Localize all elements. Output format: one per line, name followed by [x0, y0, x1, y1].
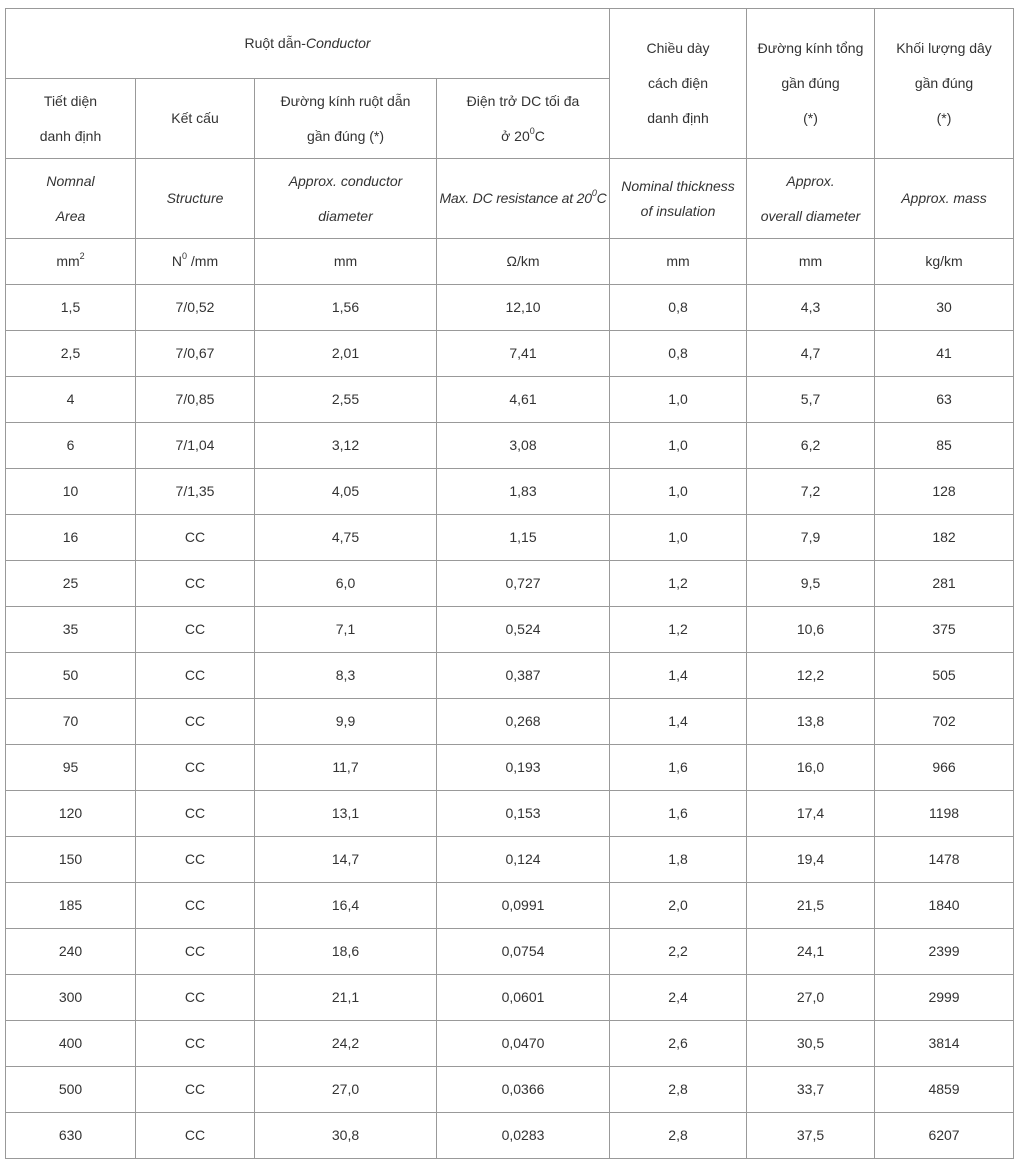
cell-conductor-diameter: 18,6 [255, 929, 437, 975]
header-row-group [6, 9, 1014, 79]
cell-overall-diameter: 9,5 [747, 561, 875, 607]
cell-mass: 30 [875, 285, 1014, 331]
cell-insulation-thickness: 1,8 [610, 837, 747, 883]
conductor-group-header: Ruột dẫn-Conductor [6, 9, 610, 79]
cell-conductor-diameter: 30,8 [255, 1113, 437, 1159]
table-row [6, 1021, 1014, 1067]
unit-resistance: Ω/km [437, 239, 610, 285]
area-header: Tiết diện danh định [6, 79, 136, 159]
cell-structure: 7/0,67 [136, 331, 255, 377]
cell-mass: 63 [875, 377, 1014, 423]
cell-conductor-diameter: 2,01 [255, 331, 437, 377]
cell-mass: 6207 [875, 1113, 1014, 1159]
cell-mass: 966 [875, 745, 1014, 791]
cell-insulation-thickness: 1,2 [610, 561, 747, 607]
cell-mass: 85 [875, 423, 1014, 469]
cell-conductor-diameter: 11,7 [255, 745, 437, 791]
cell-conductor-diameter: 4,75 [255, 515, 437, 561]
cell-insulation-thickness: 1,2 [610, 607, 747, 653]
table-row [6, 699, 1014, 745]
units-row [6, 239, 1014, 285]
unit-diameter: mm [255, 239, 437, 285]
cell-area: 500 [6, 1067, 136, 1113]
cell-conductor-diameter: 8,3 [255, 653, 437, 699]
cell-mass: 182 [875, 515, 1014, 561]
table-row [6, 515, 1014, 561]
cell-area: 185 [6, 883, 136, 929]
cell-resistance: 3,08 [437, 423, 610, 469]
cell-insulation-thickness: 2,2 [610, 929, 747, 975]
cell-resistance: 0,0754 [437, 929, 610, 975]
cell-area: 10 [6, 469, 136, 515]
cell-insulation-thickness: 2,4 [610, 975, 747, 1021]
cell-structure: CC [136, 883, 255, 929]
cell-insulation-thickness: 2,0 [610, 883, 747, 929]
cell-structure: 7/0,52 [136, 285, 255, 331]
cell-structure: CC [136, 653, 255, 699]
cell-conductor-diameter: 4,05 [255, 469, 437, 515]
cell-area: 240 [6, 929, 136, 975]
table-row [6, 331, 1014, 377]
table-row [6, 653, 1014, 699]
cell-insulation-thickness: 0,8 [610, 285, 747, 331]
cell-resistance: 0,0283 [437, 1113, 610, 1159]
cell-area: 1,5 [6, 285, 136, 331]
cell-structure: CC [136, 699, 255, 745]
cell-structure: CC [136, 929, 255, 975]
table-row [6, 837, 1014, 883]
cell-overall-diameter: 4,3 [747, 285, 875, 331]
header-row-en [6, 159, 1014, 239]
cell-structure: CC [136, 791, 255, 837]
overall-diameter-header-en: Approx. overall diameter [747, 159, 875, 239]
table-row [6, 745, 1014, 791]
cell-area: 70 [6, 699, 136, 745]
cell-mass: 1198 [875, 791, 1014, 837]
cell-area: 95 [6, 745, 136, 791]
cell-insulation-thickness: 1,4 [610, 699, 747, 745]
cell-insulation-thickness: 1,6 [610, 745, 747, 791]
cell-structure: CC [136, 975, 255, 1021]
resistance-header-en: Max. DC resistance at $20^0C$ [437, 159, 610, 239]
cell-structure: CC [136, 1067, 255, 1113]
cell-overall-diameter: 37,5 [747, 1113, 875, 1159]
table-row [6, 791, 1014, 837]
table-row [6, 929, 1014, 975]
table-row [6, 561, 1014, 607]
cell-mass: 3814 [875, 1021, 1014, 1067]
cell-overall-diameter: 13,8 [747, 699, 875, 745]
cell-area: 120 [6, 791, 136, 837]
table-row [6, 975, 1014, 1021]
cell-insulation-thickness: 1,0 [610, 469, 747, 515]
cell-conductor-diameter: 13,1 [255, 791, 437, 837]
conductor-diameter-header: Đường kính ruột dẫn gần đúng (*) [255, 79, 437, 159]
cell-resistance: 0,0601 [437, 975, 610, 1021]
area-header-en: Nomnal Area [6, 159, 136, 239]
cell-resistance: 0,387 [437, 653, 610, 699]
structure-header: Kết cấu [136, 79, 255, 159]
cell-overall-diameter: 33,7 [747, 1067, 875, 1113]
cell-overall-diameter: 6,2 [747, 423, 875, 469]
cell-mass: 128 [875, 469, 1014, 515]
cell-overall-diameter: 17,4 [747, 791, 875, 837]
cell-resistance: 0,153 [437, 791, 610, 837]
table-row [6, 883, 1014, 929]
cell-resistance: 12,10 [437, 285, 610, 331]
cell-mass: 505 [875, 653, 1014, 699]
cell-overall-diameter: 5,7 [747, 377, 875, 423]
conductor-diameter-header-en: Approx. conductor diameter [255, 159, 437, 239]
cable-spec-table [5, 8, 1014, 1159]
insulation-thickness-header-en: Nominal thickness of insulation [610, 159, 747, 239]
cell-resistance: 0,727 [437, 561, 610, 607]
cell-resistance: 0,524 [437, 607, 610, 653]
cell-structure: CC [136, 515, 255, 561]
table-body [6, 285, 1014, 1159]
cell-conductor-diameter: 3,12 [255, 423, 437, 469]
cell-conductor-diameter: 14,7 [255, 837, 437, 883]
cell-area: 300 [6, 975, 136, 1021]
cell-mass: 2399 [875, 929, 1014, 975]
cell-structure: 7/0,85 [136, 377, 255, 423]
cell-resistance: 0,0991 [437, 883, 610, 929]
cell-structure: CC [136, 745, 255, 791]
mass-header: Khối lượng dây gần đúng (*) [875, 9, 1014, 159]
cell-insulation-thickness: 0,8 [610, 331, 747, 377]
table-row [6, 377, 1014, 423]
table-row [6, 607, 1014, 653]
cell-resistance: 0,0470 [437, 1021, 610, 1067]
cell-area: 35 [6, 607, 136, 653]
cell-insulation-thickness: 1,0 [610, 423, 747, 469]
cell-mass: 1840 [875, 883, 1014, 929]
cell-overall-diameter: 21,5 [747, 883, 875, 929]
cell-insulation-thickness: 2,8 [610, 1113, 747, 1159]
cell-structure: CC [136, 1021, 255, 1067]
cell-overall-diameter: 7,9 [747, 515, 875, 561]
cell-structure: CC [136, 837, 255, 883]
cell-area: 50 [6, 653, 136, 699]
cell-structure: CC [136, 1113, 255, 1159]
unit-structure: $N^0$ /mm [136, 239, 255, 285]
cell-resistance: 1,15 [437, 515, 610, 561]
unit-overall: mm [747, 239, 875, 285]
unit-mass: kg/km [875, 239, 1014, 285]
cell-conductor-diameter: 7,1 [255, 607, 437, 653]
cell-overall-diameter: 7,2 [747, 469, 875, 515]
cell-overall-diameter: 4,7 [747, 331, 875, 377]
cell-insulation-thickness: 2,6 [610, 1021, 747, 1067]
cell-area: 400 [6, 1021, 136, 1067]
table-row [6, 1113, 1014, 1159]
cell-mass: 41 [875, 331, 1014, 377]
cell-insulation-thickness: 2,8 [610, 1067, 747, 1113]
cell-overall-diameter: 19,4 [747, 837, 875, 883]
cell-overall-diameter: 16,0 [747, 745, 875, 791]
unit-area: $mm^2$ [6, 239, 136, 285]
cell-overall-diameter: 10,6 [747, 607, 875, 653]
cell-resistance: 4,61 [437, 377, 610, 423]
resistance-header: Điện trở DC tối đa ở $20^0C$ [437, 79, 610, 159]
cell-overall-diameter: 12,2 [747, 653, 875, 699]
cell-conductor-diameter: 21,1 [255, 975, 437, 1021]
cell-area: 630 [6, 1113, 136, 1159]
cell-area: 4 [6, 377, 136, 423]
cell-resistance: 0,0366 [437, 1067, 610, 1113]
table-row [6, 285, 1014, 331]
cell-area: 25 [6, 561, 136, 607]
cell-mass: 281 [875, 561, 1014, 607]
cell-area: 2,5 [6, 331, 136, 377]
cell-conductor-diameter: 2,55 [255, 377, 437, 423]
cell-mass: 375 [875, 607, 1014, 653]
table-row [6, 1067, 1014, 1113]
cell-structure: 7/1,35 [136, 469, 255, 515]
cell-mass: 1478 [875, 837, 1014, 883]
cell-resistance: 0,268 [437, 699, 610, 745]
cell-insulation-thickness: 1,0 [610, 377, 747, 423]
cell-area: 16 [6, 515, 136, 561]
cell-mass: 2999 [875, 975, 1014, 1021]
cell-insulation-thickness: 1,4 [610, 653, 747, 699]
cell-conductor-diameter: 9,9 [255, 699, 437, 745]
cell-area: 6 [6, 423, 136, 469]
cell-structure: CC [136, 561, 255, 607]
cell-conductor-diameter: 24,2 [255, 1021, 437, 1067]
cell-resistance: 0,124 [437, 837, 610, 883]
cell-conductor-diameter: 1,56 [255, 285, 437, 331]
cell-resistance: 7,41 [437, 331, 610, 377]
cell-overall-diameter: 30,5 [747, 1021, 875, 1067]
unit-insulation: mm [610, 239, 747, 285]
table-row [6, 423, 1014, 469]
cell-insulation-thickness: 1,6 [610, 791, 747, 837]
cell-structure: 7/1,04 [136, 423, 255, 469]
structure-header-en: Structure [136, 159, 255, 239]
cell-structure: CC [136, 607, 255, 653]
cell-overall-diameter: 24,1 [747, 929, 875, 975]
insulation-thickness-header: Chiều dày cách điện danh định [610, 9, 747, 159]
mass-header-en: Approx. mass [875, 159, 1014, 239]
cell-resistance: 0,193 [437, 745, 610, 791]
cell-conductor-diameter: 27,0 [255, 1067, 437, 1113]
cell-conductor-diameter: 16,4 [255, 883, 437, 929]
cell-conductor-diameter: 6,0 [255, 561, 437, 607]
cell-mass: 4859 [875, 1067, 1014, 1113]
cell-area: 150 [6, 837, 136, 883]
cell-overall-diameter: 27,0 [747, 975, 875, 1021]
cell-mass: 702 [875, 699, 1014, 745]
table-row [6, 469, 1014, 515]
cell-resistance: 1,83 [437, 469, 610, 515]
cell-insulation-thickness: 1,0 [610, 515, 747, 561]
overall-diameter-header: Đường kính tổng gần đúng (*) [747, 9, 875, 159]
